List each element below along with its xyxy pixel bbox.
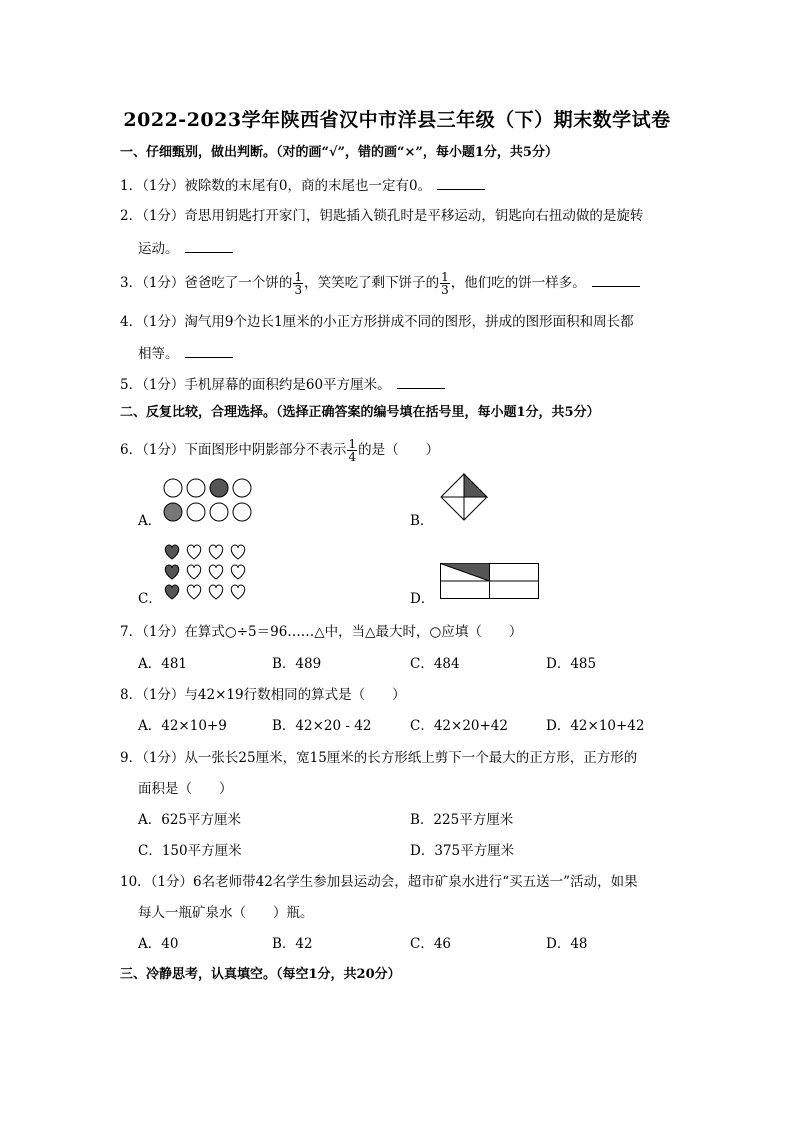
heart-icon [187, 585, 201, 599]
page-title: 2022-2023学年陕西省汉中市洋县三年级（下）期末数学试卷 [123, 109, 671, 131]
shaded-circle-icon [210, 479, 228, 497]
answer-blank-3[interactable] [592, 272, 640, 287]
hearts-figure [162, 543, 252, 605]
question-6-text-1: 6．（1分）下面图形中阴影部分不表示 [120, 442, 347, 458]
question-10-line-2: 每人一瓶矿泉水（ ）瓶。 [138, 905, 314, 921]
option-9d[interactable]: D．375平方厘米 [410, 843, 515, 859]
question-1 [120, 175, 485, 196]
question-6 [120, 438, 439, 463]
answer-blank-5[interactable] [397, 374, 445, 389]
heart-icon [209, 565, 223, 579]
question-5 [120, 374, 445, 395]
fraction-one-third-a [293, 271, 303, 296]
question-10-line-1: 10．（1分）6名老师带42名学生参加县运动会，超市矿泉水进行“买五送一”活动，如果 [120, 874, 638, 890]
option-10b[interactable]: B．42 [272, 936, 313, 952]
option-8d[interactable]: D．42×10+42 [546, 718, 645, 734]
fraction-denominator: 3 [441, 283, 449, 297]
question-9-line-2: 面积是（ ） [138, 781, 233, 797]
option-10d[interactable]: D．48 [546, 936, 588, 952]
option-7d[interactable]: D．485 [546, 656, 597, 672]
question-3-text-1: 3．（1分）爸爸吃了一个饼的 [120, 275, 293, 291]
question-6-text-2: 的是（ ） [358, 442, 440, 458]
option-6b-label[interactable]: B． [410, 513, 434, 529]
question-2-text: 运动。 [138, 241, 179, 257]
circle-icon [233, 479, 251, 497]
heart-icon [231, 585, 245, 599]
option-7b[interactable]: B．489 [272, 656, 322, 672]
circle-icon [233, 503, 251, 521]
section-2-heading: 二、反复比较，合理选择。（选择正确答案的编号填在括号里，每小题1分，共5分） [120, 405, 600, 420]
question-1-text: 1．（1分）被除数的末尾有0，商的末尾也一定有0。 [120, 178, 432, 194]
circles-figure [162, 477, 262, 527]
option-9a[interactable]: A．625平方厘米 [138, 812, 242, 828]
fraction-one-quarter [347, 438, 357, 463]
fraction-denominator: 4 [348, 450, 357, 464]
question-4-text: 相等。 [138, 346, 179, 362]
section-3-heading: 三、冷静思考，认真填空。（每空1分，共20分） [120, 967, 401, 982]
question-2-line-2 [138, 238, 233, 259]
fraction-numerator: 1 [348, 437, 357, 451]
question-9-line-1: 9．（1分）从一张长25厘米，宽15厘米的长方形纸上剪下一个最大的正方形，正方形的 [120, 750, 638, 766]
circle-icon [187, 479, 205, 497]
circle-icon [187, 503, 205, 521]
rectangle-figure [440, 563, 540, 601]
option-10c[interactable]: C．46 [410, 936, 452, 952]
circle-icon [210, 503, 228, 521]
circle-icon [164, 479, 182, 497]
answer-blank-4[interactable] [185, 343, 233, 358]
option-6c-label[interactable]: C． [138, 591, 162, 607]
question-4-line-1: 4．（1分）淘气用9个边长1厘米的小正方形拼成不同的图形，拼成的图形面积和周长都 [120, 314, 634, 330]
shaded-heart-icon [165, 585, 179, 599]
question-3 [120, 271, 640, 296]
fraction-denominator: 3 [294, 283, 303, 297]
question-5-text: 5．（1分）手机屏幕的面积约是60平方厘米。 [120, 377, 391, 393]
fraction-one-third-b [440, 271, 450, 296]
answer-blank-2[interactable] [185, 238, 233, 253]
fraction-numerator: 1 [294, 270, 303, 284]
question-7: 7．（1分）在算式○÷5＝96……△中，当△最大时，○应填（ ） [120, 624, 523, 640]
fraction-numerator: 1 [441, 270, 449, 284]
question-3-text-3: ，他们吃的饼一样多。 [450, 275, 586, 291]
shaded-circle-icon [164, 503, 182, 521]
option-8c[interactable]: C．42×20+42 [410, 718, 508, 734]
shaded-heart-icon [165, 565, 179, 579]
diamond-figure [438, 471, 494, 527]
heart-icon [187, 545, 201, 559]
option-6d-label[interactable]: D． [410, 591, 435, 607]
section-1-heading: 一、仔细甄别，做出判断。（对的画“√”，错的画“×”，每小题1分，共5分） [120, 145, 558, 160]
shaded-triangle [464, 474, 487, 497]
option-10a[interactable]: A．40 [138, 936, 179, 952]
heart-icon [187, 565, 201, 579]
question-4-line-2 [138, 343, 233, 364]
option-6a-label[interactable]: A． [138, 513, 162, 529]
option-8a[interactable]: A．42×10+9 [138, 718, 227, 734]
heart-icon [231, 565, 245, 579]
question-3-text-2: ，笑笑吃了剩下饼子的 [304, 275, 440, 291]
question-2-line-1: 2．（1分）奇思用钥匙打开家门，钥匙插入锁孔时是平移运动，钥匙向右扭动做的是旋转 [120, 208, 644, 224]
shaded-heart-icon [165, 545, 179, 559]
option-9c[interactable]: C．150平方厘米 [138, 843, 242, 859]
question-8: 8．（1分）与42×19行数相同的算式是（ ） [120, 687, 406, 703]
heart-icon [209, 545, 223, 559]
heart-icon [209, 585, 223, 599]
option-8b[interactable]: B．42×20 - 42 [272, 718, 372, 734]
option-7c[interactable]: C．484 [410, 656, 460, 672]
heart-icon [231, 545, 245, 559]
option-9b[interactable]: B．225平方厘米 [410, 812, 514, 828]
option-7a[interactable]: A．481 [138, 656, 188, 672]
answer-blank-1[interactable] [437, 175, 485, 190]
